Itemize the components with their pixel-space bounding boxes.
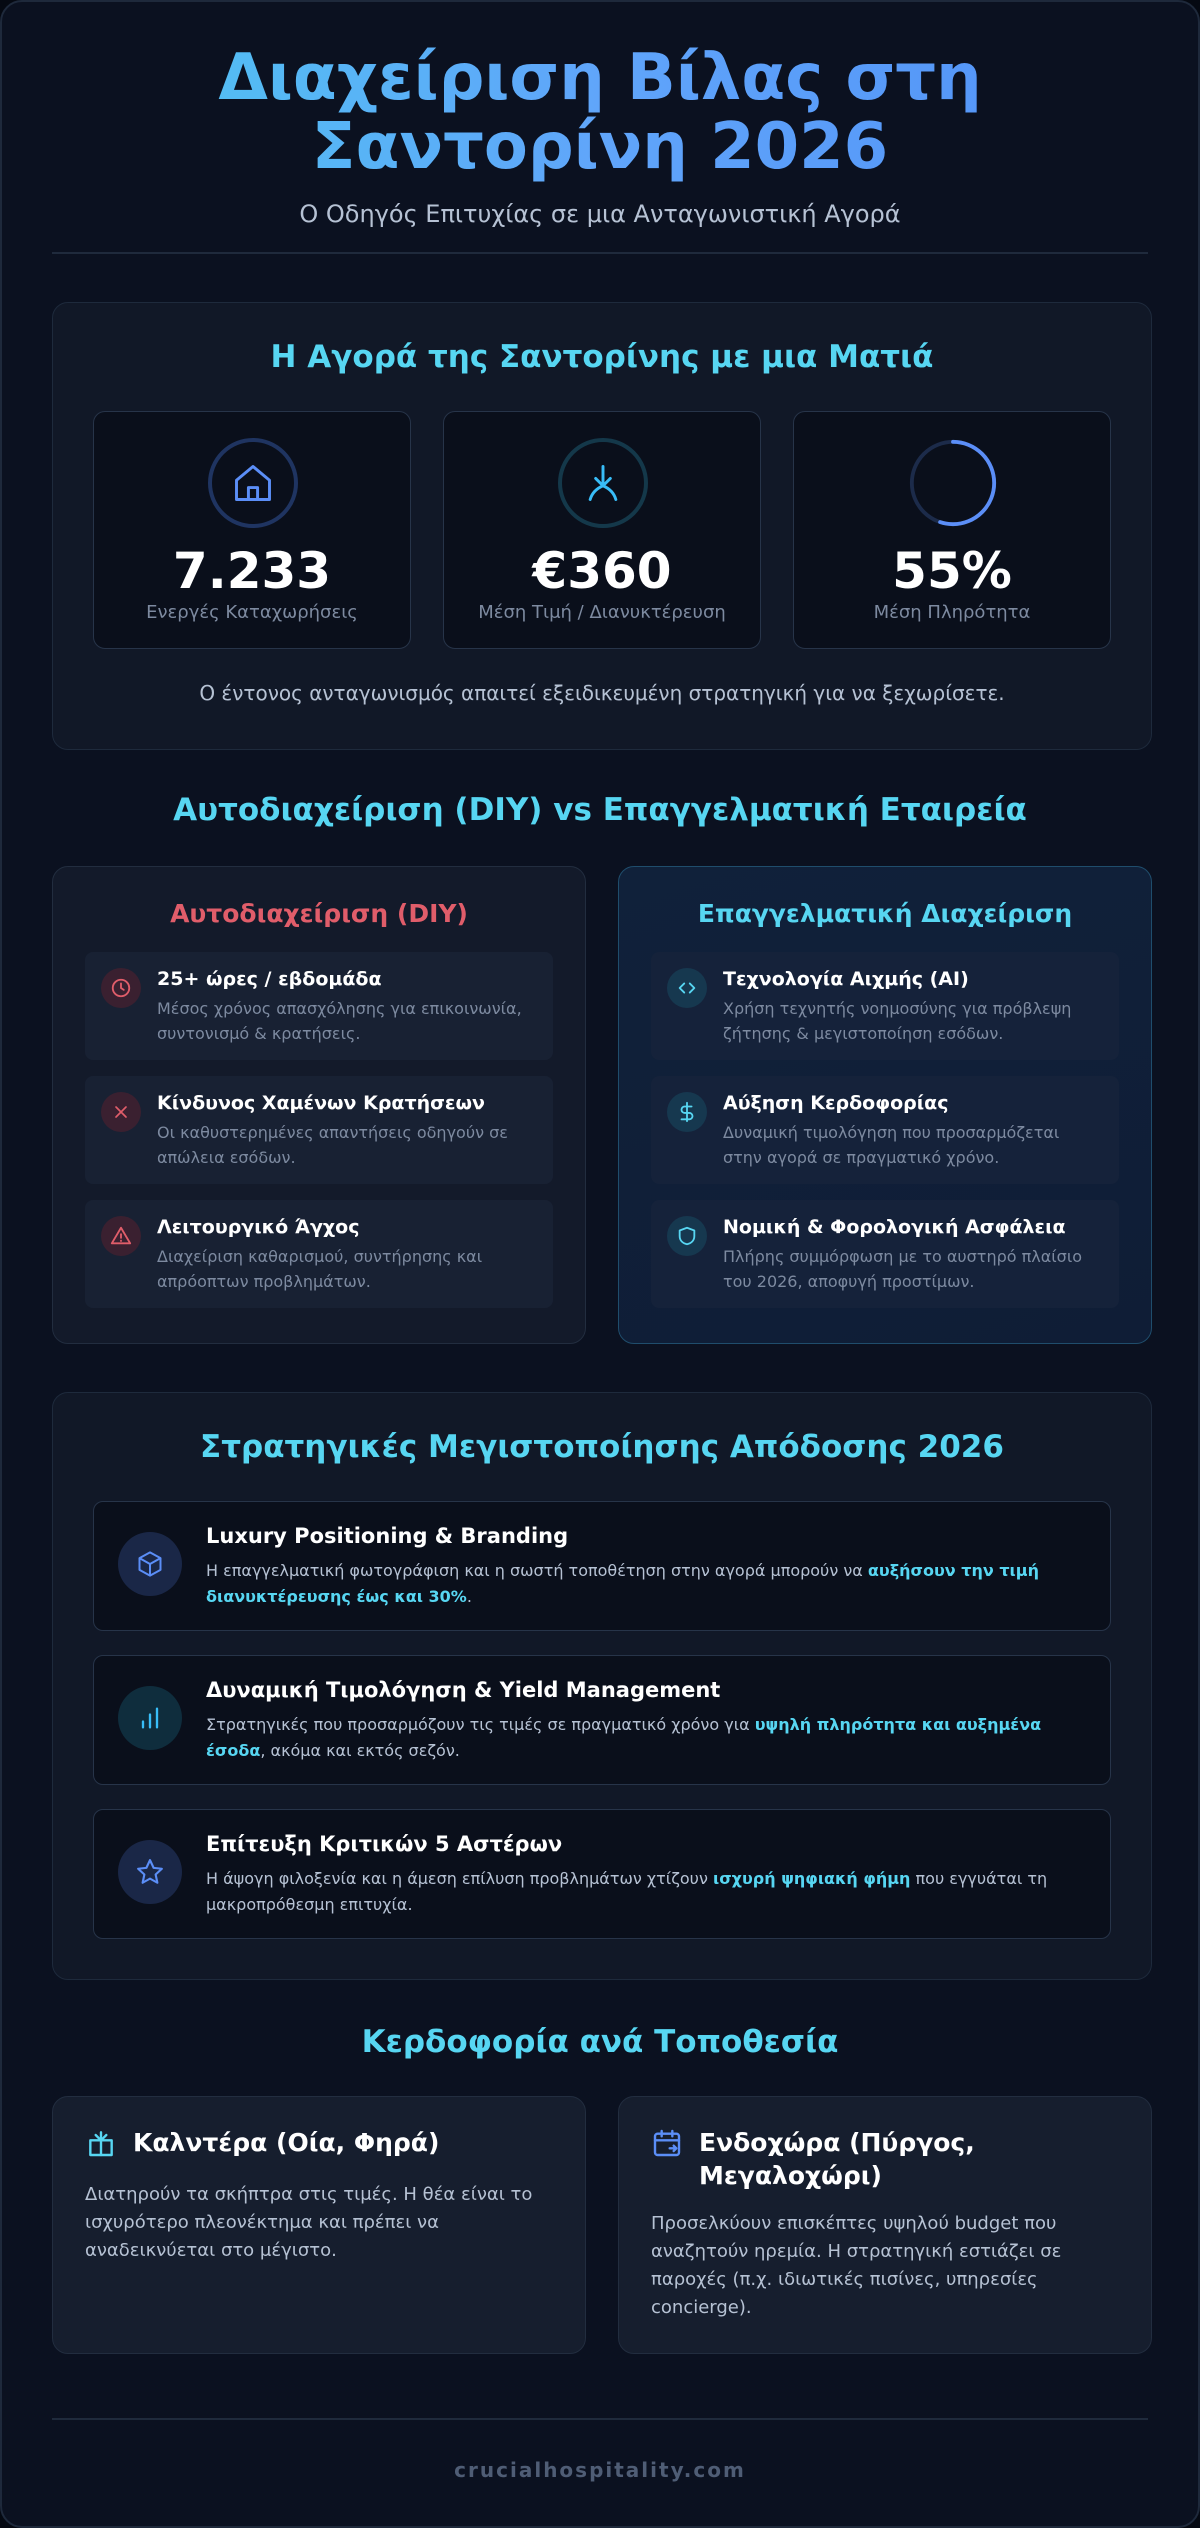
bar-chart-icon [118, 1686, 182, 1750]
stat-value: 7.233 [172, 542, 332, 600]
strategy-desc: Η επαγγελματική φωτογράφιση και η σωστή τοποθέτηση στην αγορά μπορούν να αυξήσουν την τιμή διανυκτέρευσης έως και 30%. [206, 1561, 1039, 1606]
strategy-highlight: υψηλή πληρότητα και αυξημένα έσοδα [206, 1715, 1042, 1760]
strategy-desc: Στρατηγικές που προσαρμόζουν τις τιμές σε πραγματικό χρόνο για υψηλή πληρότητα και αυξημένα έσοδα, ακόμα και εκτός σεζόν. [206, 1715, 1042, 1760]
diy-item-desc: Μέσος χρόνος απασχόλησης για επικοινωνία, συντονισμό & κρατήσεις. [157, 998, 522, 1043]
strategy-title: Δυναμική Τιμολόγηση & Yield Management [206, 1678, 721, 1702]
arrow-down-icon [558, 438, 648, 528]
pro-item-desc: Δυναμική τιμολόγηση που προσαρμόζεται στην αγορά σε πραγματικό χρόνο. [723, 1122, 1060, 1167]
strategy-highlight: αυξήσουν την τιμή διανυκτέρευσης έως και 30% [206, 1561, 1039, 1606]
pro-item [651, 952, 1119, 1060]
stats-row [93, 411, 1111, 649]
cube-icon [118, 1532, 182, 1596]
location-desc: Προσελκύουν επισκέπτες υψηλού budget που αναζητούν ηρεμία. Η στρατηγική εστιάζει σε παροχές (π.χ. ιδιωτικές πισίνες, υπηρεσίες concierge). [651, 2213, 1062, 2318]
diy-item [85, 1200, 553, 1308]
diy-item-title: 25+ ώρες / εβδομάδα [157, 968, 382, 990]
strategy-item [93, 1809, 1111, 1939]
diy-item [85, 952, 553, 1060]
market-note: Ο έντονος ανταγωνισμός απαιτεί εξειδικευμένη στρατηγική για να ξεχωρίσετε. [199, 681, 1005, 705]
location-card-inland [618, 2096, 1152, 2354]
star-icon [118, 1840, 182, 1904]
pro-card-title: Επαγγελματική Διαχείριση [697, 899, 1073, 928]
pro-item-desc: Πλήρης συμμόρφωση με το αυστηρό πλαίσιο του 2026, αποφυγή προστίμων. [723, 1246, 1083, 1291]
x-icon [101, 1092, 141, 1132]
location-desc: Διατηρούν τα σκήπτρα στις τιμές. Η θέα είναι το ισχυρότερο πλεονέκτημα και πρέπει να αναδεικνύεται στο μέγιστο. [85, 2184, 533, 2261]
gift-icon [85, 2127, 117, 2163]
market-overview-card [52, 302, 1152, 750]
footer-divider [52, 2418, 1148, 2420]
code-icon [667, 968, 707, 1008]
page-title: Διαχείριση Βίλας στη Σαντορίνη 2026 [2, 44, 1198, 182]
footer-brand: crucialhospitality.com [454, 2458, 746, 2482]
dollar-icon [667, 1092, 707, 1132]
pro-item-title: Τεχνολογία Αιχμής (AI) [723, 968, 969, 990]
stat-active-listings [93, 411, 411, 649]
stat-label: Ενεργές Καταχωρήσεις [146, 602, 358, 623]
page-subtitle: Ο Οδηγός Επιτυχίας σε μια Ανταγωνιστική Αγορά [299, 200, 901, 229]
pro-item-desc: Χρήση τεχνητής νοημοσύνης για πρόβλεψη ζήτησης & μεγιστοποίηση εσόδων. [723, 998, 1072, 1043]
location-card-caldera [52, 2096, 586, 2354]
stat-value: €360 [532, 542, 672, 600]
calendar-icon [651, 2127, 683, 2163]
stat-average-price [443, 411, 761, 649]
home-icon [208, 438, 298, 528]
stat-occupancy [793, 411, 1111, 649]
strategy-item [93, 1655, 1111, 1785]
pro-card [618, 866, 1152, 1344]
stat-label: Μέση Πληρότητα [873, 602, 1031, 623]
pro-item-title: Νομική & Φορολογική Ασφάλεια [723, 1216, 1066, 1238]
diy-card [52, 866, 586, 1344]
strategy-title: Επίτευξη Κριτικών 5 Αστέρων [206, 1832, 563, 1856]
market-title: Η Αγορά της Σαντορίνης με μια Ματιά [270, 339, 934, 375]
strategy-desc: Η άψογη φιλοξενία και η άμεση επίλυση προβλημάτων χτίζουν ισχυρή ψηφιακή φήμη που εγγυάται τη μακροπρόθεσμη επιτυχία. [206, 1869, 1048, 1914]
diy-item-desc: Διαχείριση καθαρισμού, συντήρησης και απρόοπτων προβλημάτων. [157, 1246, 483, 1291]
location-name: Καλντέρα (Οία, Φηρά) [133, 2128, 440, 2157]
page-header [2, 2, 1198, 228]
pro-item-title: Αύξηση Κερδοφορίας [723, 1092, 949, 1114]
occupancy-ring [908, 438, 998, 528]
shield-icon [667, 1216, 707, 1256]
strategy-highlight: ισχυρή ψηφιακή φήμη [712, 1869, 911, 1888]
diy-card-title: Αυτοδιαχείριση (DIY) [170, 899, 468, 928]
clock-icon [101, 968, 141, 1008]
location-name: Ενδοχώρα (Πύργος, Μεγαλοχώρι) [699, 2128, 975, 2190]
stat-value: 55% [892, 542, 1012, 600]
strategy-item [93, 1501, 1111, 1631]
pro-item [651, 1200, 1119, 1308]
comparison-title: Αυτοδιαχείριση (DIY) vs Επαγγελματική Εταιρεία [173, 792, 1027, 828]
stat-label: Μέση Τιμή / Διανυκτέρευση [478, 602, 726, 623]
header-divider [52, 252, 1148, 254]
diy-item-title: Κίνδυνος Χαμένων Κρατήσεων [157, 1092, 485, 1114]
warning-icon [101, 1216, 141, 1256]
diy-item-title: Λειτουργικό Άγχος [157, 1216, 360, 1238]
strategies-title: Στρατηγικές Μεγιστοποίησης Απόδοσης 2026 [200, 1429, 1004, 1465]
locations-title: Κερδοφορία ανά Τοποθεσία [361, 2024, 839, 2060]
diy-item [85, 1076, 553, 1184]
strategy-title: Luxury Positioning & Branding [206, 1524, 569, 1548]
strategies-card [52, 1392, 1152, 1980]
diy-item-desc: Οι καθυστερημένες απαντήσεις οδηγούν σε απώλεια εσόδων. [157, 1122, 508, 1167]
pro-item [651, 1076, 1119, 1184]
